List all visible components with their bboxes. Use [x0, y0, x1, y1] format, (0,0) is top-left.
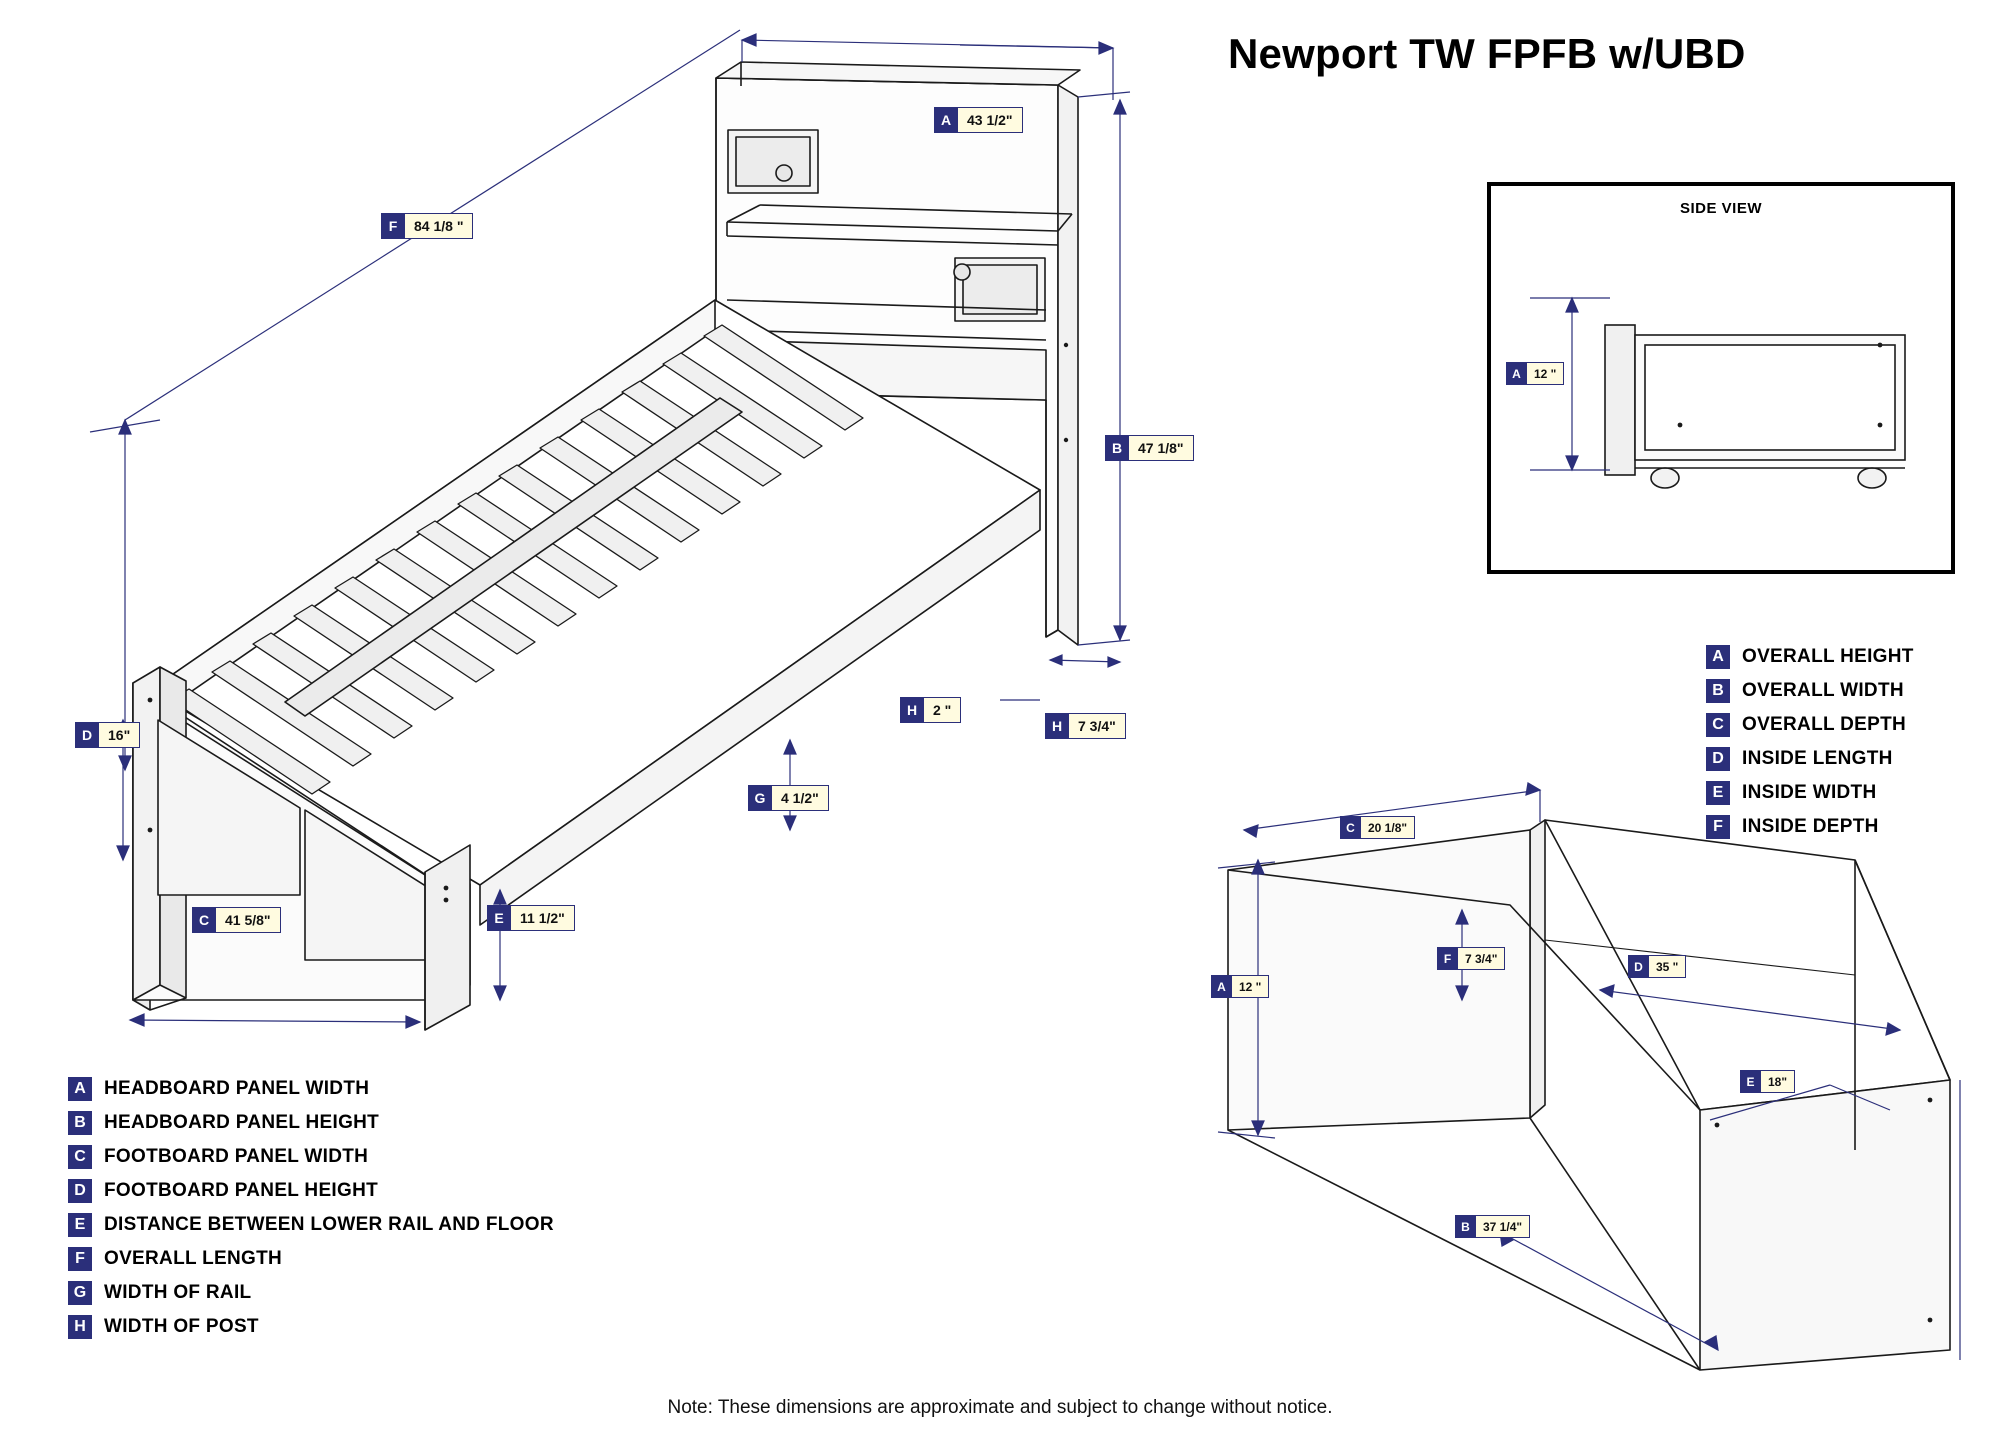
dimension-callout-h-post-width-2in	[900, 697, 961, 723]
dimension-value: 12 "	[1534, 366, 1557, 381]
legend-text: WIDTH OF POST	[104, 1316, 259, 1337]
legend-key: B	[68, 1111, 92, 1135]
legend-key: H	[68, 1315, 92, 1339]
dimension-key: A	[1507, 363, 1527, 384]
dimension-callout-d-inside-length	[1628, 955, 1686, 978]
dimension-value: 12 "	[1239, 979, 1262, 994]
dimension-key: C	[1341, 817, 1361, 838]
dimension-value: 43 1/2"	[967, 112, 1013, 128]
legend-key: F	[68, 1247, 92, 1271]
legend-key: C	[1706, 713, 1730, 737]
legend-text: INSIDE DEPTH	[1742, 816, 1879, 837]
dimension-callout-f-overall-length	[381, 213, 473, 239]
disclaimer-note: Note: These dimensions are approximate and subject to change without notice.	[667, 1397, 1333, 1418]
page-title: Newport TW FPFB w/UBD	[1228, 30, 1746, 77]
legend-text: HEADBOARD PANEL WIDTH	[104, 1078, 370, 1099]
dimension-value: 7 3/4"	[1078, 718, 1116, 734]
dimension-value: 35 "	[1656, 959, 1679, 974]
dimension-key: A	[935, 108, 958, 132]
legend-text: OVERALL DEPTH	[1742, 714, 1907, 735]
legend-key: F	[1706, 815, 1730, 839]
legend-key: E	[1706, 781, 1730, 805]
dimension-value: 37 1/4"	[1483, 1219, 1523, 1234]
legend-key: D	[68, 1179, 92, 1203]
dimension-key: E	[1741, 1071, 1761, 1092]
dimension-callout-b-drawer-width	[1455, 1215, 1530, 1238]
legend-key: D	[1706, 747, 1730, 771]
legend-text: DISTANCE BETWEEN LOWER RAIL AND FLOOR	[104, 1214, 554, 1235]
dimension-key: D	[76, 723, 99, 747]
dimension-value: 84 1/8 "	[414, 218, 464, 234]
dimension-key: G	[749, 786, 772, 810]
legend-text: WIDTH OF RAIL	[104, 1282, 252, 1303]
dimension-callout-a-headboard-width	[934, 107, 1023, 133]
dimension-key: A	[1212, 976, 1232, 997]
legend-key: B	[1706, 679, 1730, 703]
dimension-callout-c-footboard-width	[192, 907, 281, 933]
dimension-callout-a-side-view-height	[1506, 362, 1564, 385]
dimension-value: 7 3/4"	[1465, 951, 1498, 966]
legend-text: HEADBOARD PANEL HEIGHT	[104, 1112, 380, 1133]
dimension-callout-f-inside-depth	[1437, 947, 1505, 970]
dimension-key: H	[1046, 714, 1069, 738]
dimension-value: 41 5/8"	[225, 912, 271, 928]
dimension-callout-h-post-width-7-75in	[1045, 713, 1126, 739]
dimension-callout-g-rail-width	[748, 785, 829, 811]
legend-text: OVERALL WIDTH	[1742, 680, 1904, 701]
dimension-callout-b-headboard-height	[1105, 435, 1194, 461]
legend-text: FOOTBOARD PANEL HEIGHT	[104, 1180, 379, 1201]
dimension-value: 16"	[108, 727, 131, 743]
dimension-value: 2 "	[933, 702, 952, 718]
dimension-key: D	[1629, 956, 1649, 977]
legend-key: C	[68, 1145, 92, 1169]
dimension-callout-c-drawer-depth	[1340, 816, 1415, 839]
legend-key: A	[1706, 645, 1730, 669]
dimension-key: H	[901, 698, 924, 722]
dimension-key: E	[488, 906, 511, 930]
legend-key: G	[68, 1281, 92, 1305]
dimension-callout-e-inside-width	[1740, 1070, 1795, 1093]
dimension-key: F	[382, 214, 405, 238]
legend-text: OVERALL LENGTH	[104, 1248, 283, 1269]
legend-key: A	[68, 1077, 92, 1101]
legend-text: INSIDE WIDTH	[1742, 782, 1877, 803]
dimension-value: 20 1/8"	[1368, 820, 1408, 835]
dimension-value: 4 1/2"	[781, 790, 819, 806]
side-view-title: SIDE VIEW	[1679, 200, 1762, 217]
dimension-key: B	[1456, 1216, 1476, 1237]
legend-text: FOOTBOARD PANEL WIDTH	[104, 1146, 369, 1167]
dimension-callout-a-drawer-height	[1211, 975, 1269, 998]
legend-text: INSIDE LENGTH	[1742, 748, 1893, 769]
dimension-callout-e-rail-to-floor	[487, 905, 575, 931]
dimension-key: C	[193, 908, 216, 932]
dimension-value: 47 1/8"	[1138, 440, 1184, 456]
dimension-key: F	[1438, 948, 1458, 969]
legend-key: E	[68, 1213, 92, 1237]
dimension-callout-d-footboard-height	[75, 722, 140, 748]
dimension-value: 18"	[1768, 1074, 1788, 1089]
dimension-value: 11 1/2"	[520, 910, 565, 926]
legend-text: OVERALL HEIGHT	[1742, 646, 1914, 667]
dimension-key: B	[1106, 436, 1129, 460]
